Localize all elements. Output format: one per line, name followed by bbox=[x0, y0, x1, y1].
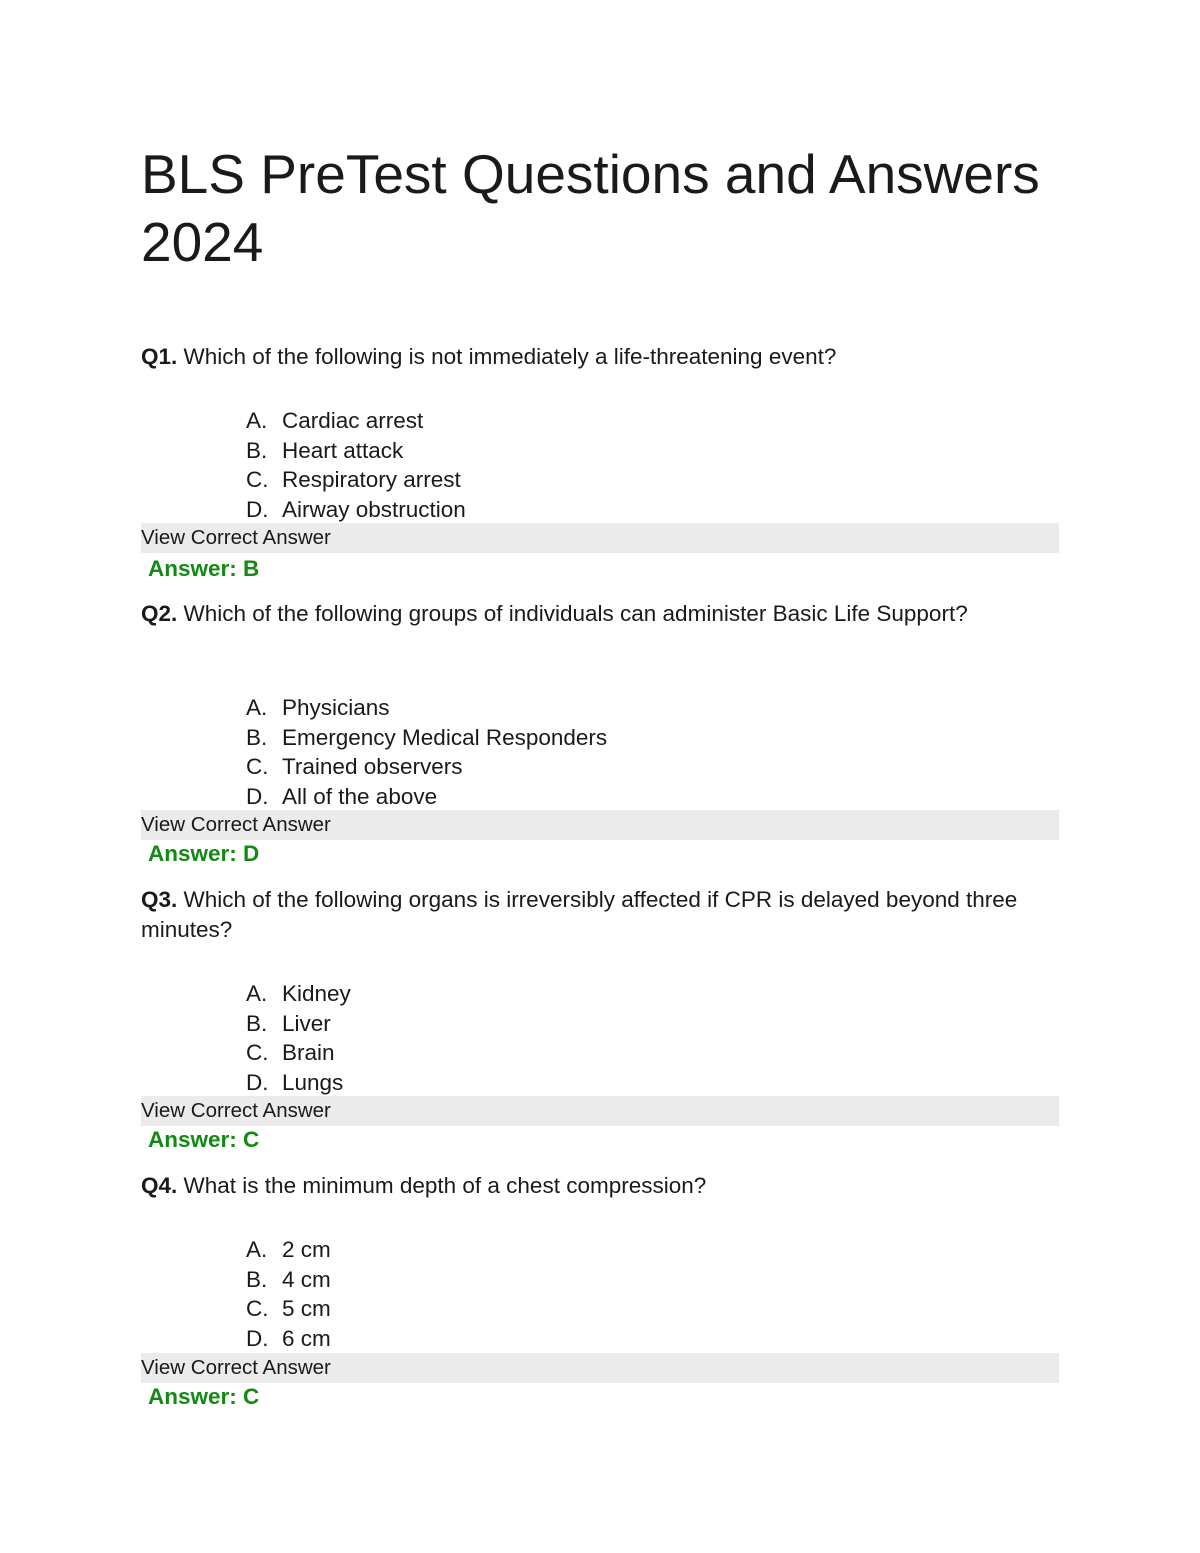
option-item bbox=[246, 1265, 331, 1295]
option-letter: B. bbox=[246, 1010, 268, 1036]
option-letter: C. bbox=[246, 1040, 269, 1066]
option-text: Lungs bbox=[282, 1070, 344, 1096]
option-item bbox=[246, 1235, 331, 1265]
option-item bbox=[246, 465, 466, 495]
question-text bbox=[141, 885, 1059, 945]
view-correct-answer-button[interactable]: View Correct Answer bbox=[141, 810, 1059, 840]
question-text bbox=[141, 599, 1059, 629]
option-item bbox=[246, 436, 466, 466]
view-correct-answer-button[interactable]: View Correct Answer bbox=[141, 1096, 1059, 1126]
option-text: 5 cm bbox=[282, 1296, 331, 1322]
question-number: Q2. bbox=[141, 601, 178, 626]
view-correct-answer-button[interactable]: View Correct Answer bbox=[141, 523, 1059, 553]
question-block-4 bbox=[141, 1171, 1059, 1409]
option-letter: C. bbox=[246, 467, 269, 493]
options-list bbox=[246, 406, 466, 525]
option-item bbox=[246, 1068, 351, 1098]
option-letter: D. bbox=[246, 497, 269, 523]
question-number: Q3. bbox=[141, 887, 178, 912]
question-number: Q1. bbox=[141, 344, 178, 369]
question-block-3 bbox=[141, 885, 1059, 1152]
answer-text: Answer: C bbox=[148, 1127, 260, 1152]
option-text: Emergency Medical Responders bbox=[282, 724, 608, 750]
option-item bbox=[246, 979, 351, 1009]
answer-text: Answer: D bbox=[148, 841, 260, 866]
option-text: All of the above bbox=[282, 784, 438, 810]
option-item bbox=[246, 782, 607, 812]
option-text: Respiratory arrest bbox=[282, 467, 461, 493]
option-letter: B. bbox=[246, 437, 268, 463]
page-title: BLS PreTest Questions and Answers 2024 bbox=[141, 143, 1040, 273]
question-number: Q4. bbox=[141, 1173, 178, 1198]
option-letter: B. bbox=[246, 724, 268, 750]
option-text: Heart attack bbox=[282, 437, 404, 463]
option-letter: D. bbox=[246, 784, 269, 810]
option-letter: D. bbox=[246, 1326, 269, 1352]
question-block-2 bbox=[141, 599, 1059, 866]
option-text: 6 cm bbox=[282, 1326, 331, 1352]
question-body: Which of the following groups of individuals can administer Basic Life Support? bbox=[177, 601, 968, 626]
view-correct-answer-button[interactable]: View Correct Answer bbox=[141, 1353, 1059, 1383]
option-item bbox=[246, 1009, 351, 1039]
question-body: What is the minimum depth of a chest compression? bbox=[177, 1173, 707, 1198]
question-body: Which of the following organs is irreversibly affected if CPR is delayed beyond three minutes? bbox=[141, 887, 1018, 942]
option-letter: C. bbox=[246, 1296, 269, 1322]
question-text bbox=[141, 342, 1059, 372]
option-text: Trained observers bbox=[282, 754, 463, 780]
option-item bbox=[246, 1294, 331, 1324]
option-item bbox=[246, 495, 466, 525]
option-item bbox=[246, 406, 466, 436]
answer-text: Answer: C bbox=[148, 1384, 260, 1409]
option-item bbox=[246, 752, 607, 782]
question-text bbox=[141, 1171, 1059, 1201]
option-text: Liver bbox=[282, 1010, 331, 1036]
option-text: Brain bbox=[282, 1040, 335, 1066]
option-item bbox=[246, 1324, 331, 1354]
option-item bbox=[246, 723, 607, 753]
option-text: 2 cm bbox=[282, 1237, 331, 1262]
option-letter: A. bbox=[246, 981, 268, 1006]
option-text: Kidney bbox=[282, 981, 351, 1006]
option-text: Cardiac arrest bbox=[282, 408, 424, 433]
options-list bbox=[246, 979, 351, 1098]
option-letter: A. bbox=[246, 695, 268, 720]
option-letter: A. bbox=[246, 408, 268, 433]
option-item bbox=[246, 1038, 351, 1068]
question-body: Which of the following is not immediately a life-threatening event? bbox=[177, 344, 837, 369]
options-list bbox=[246, 1235, 331, 1354]
option-text: Physicians bbox=[282, 695, 390, 720]
option-text: 4 cm bbox=[282, 1266, 331, 1292]
option-letter: B. bbox=[246, 1266, 268, 1292]
options-list bbox=[246, 693, 607, 812]
option-letter: D. bbox=[246, 1070, 269, 1096]
question-block-1 bbox=[141, 342, 1059, 581]
answer-text: Answer: B bbox=[148, 556, 260, 581]
option-letter: C. bbox=[246, 754, 269, 780]
option-item bbox=[246, 693, 607, 723]
option-letter: A. bbox=[246, 1237, 268, 1262]
option-text: Airway obstruction bbox=[282, 497, 466, 523]
